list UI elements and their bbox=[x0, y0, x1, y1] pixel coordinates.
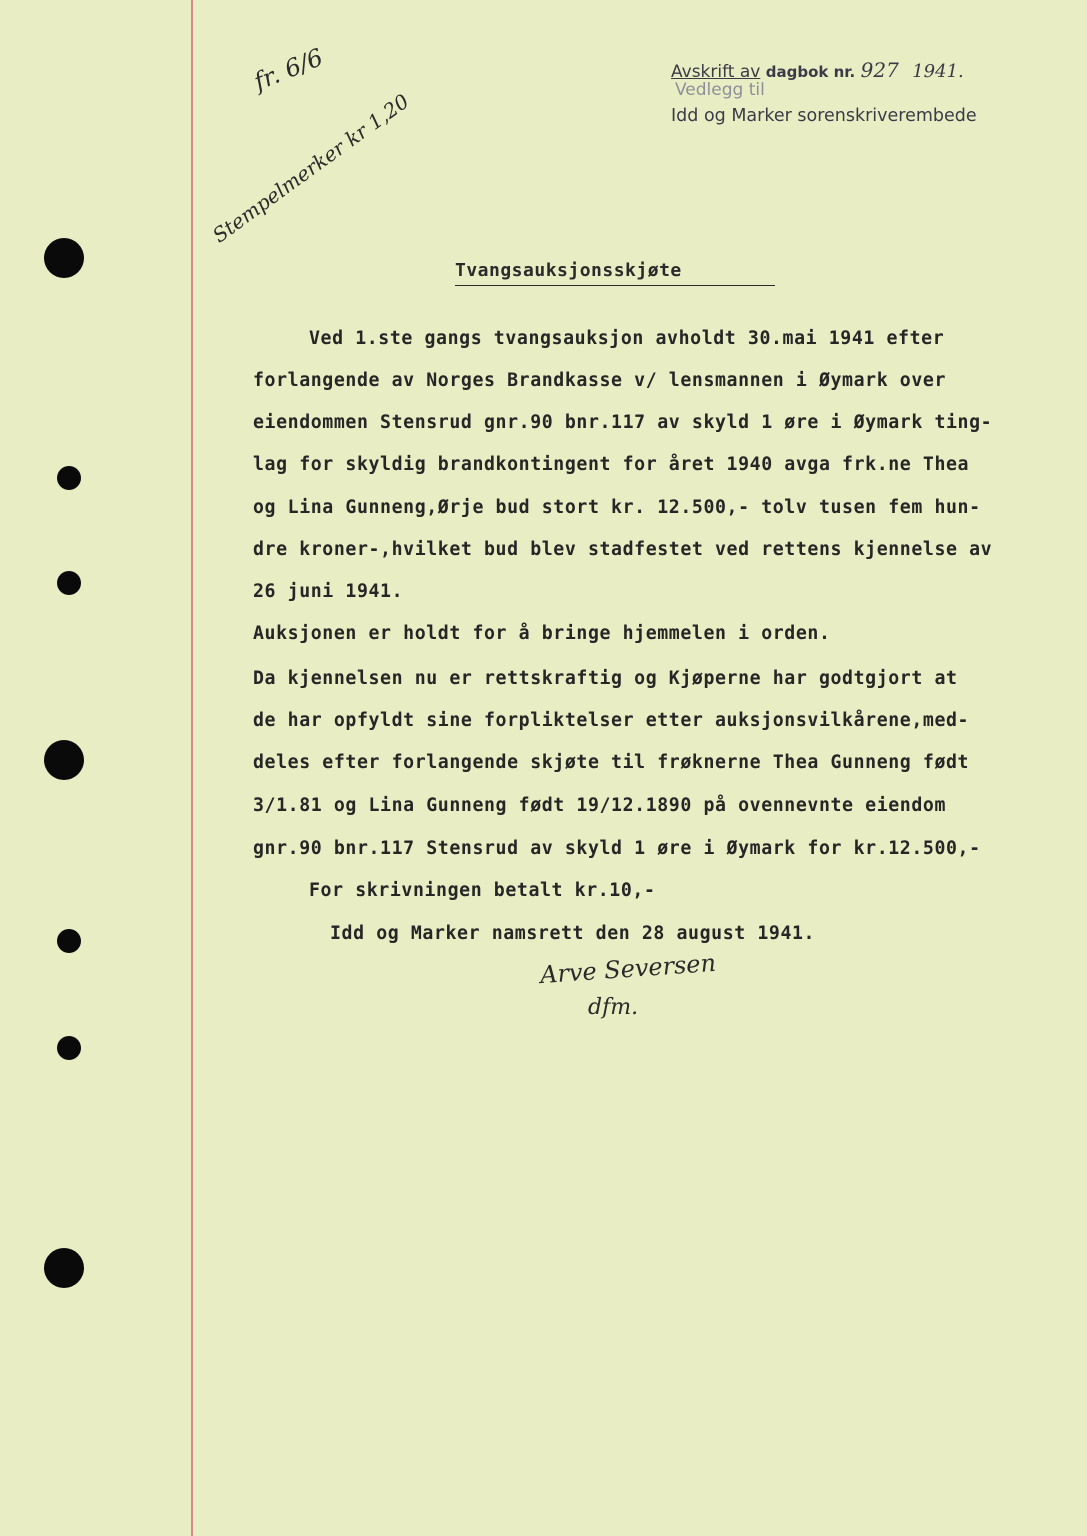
body-line: og Lina Gunneng,Ørje bud stort kr. 12.500,- tolv tusen fem hun- bbox=[253, 497, 981, 518]
document-title: Tvangsauksjonsskjøte bbox=[455, 260, 775, 286]
punch-hole bbox=[44, 238, 84, 278]
punch-hole bbox=[57, 1036, 81, 1060]
punch-hole bbox=[57, 571, 81, 595]
body-line: 3/1.81 og Lina Gunneng født 19/12.1890 på ovennevnte eiendom bbox=[253, 795, 946, 816]
body-line: 26 juni 1941. bbox=[253, 581, 404, 602]
body-line: eiendommen Stensrud gnr.90 bnr.117 av skyld 1 øre i Øymark ting- bbox=[253, 412, 993, 433]
header-line1 bbox=[671, 58, 964, 82]
punch-hole bbox=[57, 466, 81, 490]
body-line: For skrivningen betalt kr.10,- bbox=[309, 880, 656, 901]
margin-rule bbox=[191, 0, 193, 1536]
body-line: de har opfyldt sine forpliktelser etter auksjonsvilkårene,med- bbox=[253, 710, 970, 731]
header-line3: Idd og Marker sorenskriverembede bbox=[671, 106, 977, 126]
body-line: deles efter forlangende skjøte til frøknerne Thea Gunneng født bbox=[253, 752, 970, 773]
body-line: Auksjonen er holdt for å bringe hjemmelen i orden. bbox=[253, 623, 831, 644]
signature-title: dfm. bbox=[588, 995, 639, 1020]
body-line: Da kjennelsen nu er rettskraftig og Kjøperne har godtgjort at bbox=[253, 668, 958, 689]
punch-hole bbox=[44, 740, 84, 780]
body-line: dre kroner-,hvilket bud blev stadfestet ved rettens kjennelse av bbox=[253, 539, 993, 560]
body-line: Ved 1.ste gangs tvangsauksjon avholdt 30.mai 1941 efter bbox=[309, 328, 945, 349]
margin-note-top: fr. 6/6 bbox=[250, 43, 327, 96]
body-line: Idd og Marker namsrett den 28 august 1941. bbox=[330, 923, 816, 944]
body-line: gnr.90 bnr.117 Stensrud av skyld 1 øre i Øymark for kr.12.500,- bbox=[253, 838, 981, 859]
margin-note-stamp-fee: Stempelmerker kr 1,20 bbox=[208, 89, 414, 248]
punch-hole bbox=[44, 1248, 84, 1288]
header-year: 1941. bbox=[912, 61, 964, 82]
header-stamp: dagbok nr. bbox=[765, 63, 856, 81]
punch-hole bbox=[57, 929, 81, 953]
body-line: forlangende av Norges Brandkasse v/ lensmannen i Øymark over bbox=[253, 370, 946, 391]
dagbok-number: 927 bbox=[860, 58, 899, 82]
header-line2: Vedlegg til bbox=[675, 80, 765, 100]
header-printed: Avskrift av bbox=[671, 62, 761, 82]
body-line: lag for skyldig brandkontingent for året 1940 avga frk.ne Thea bbox=[253, 454, 970, 475]
signature-name: Arve Seversen bbox=[539, 948, 717, 990]
